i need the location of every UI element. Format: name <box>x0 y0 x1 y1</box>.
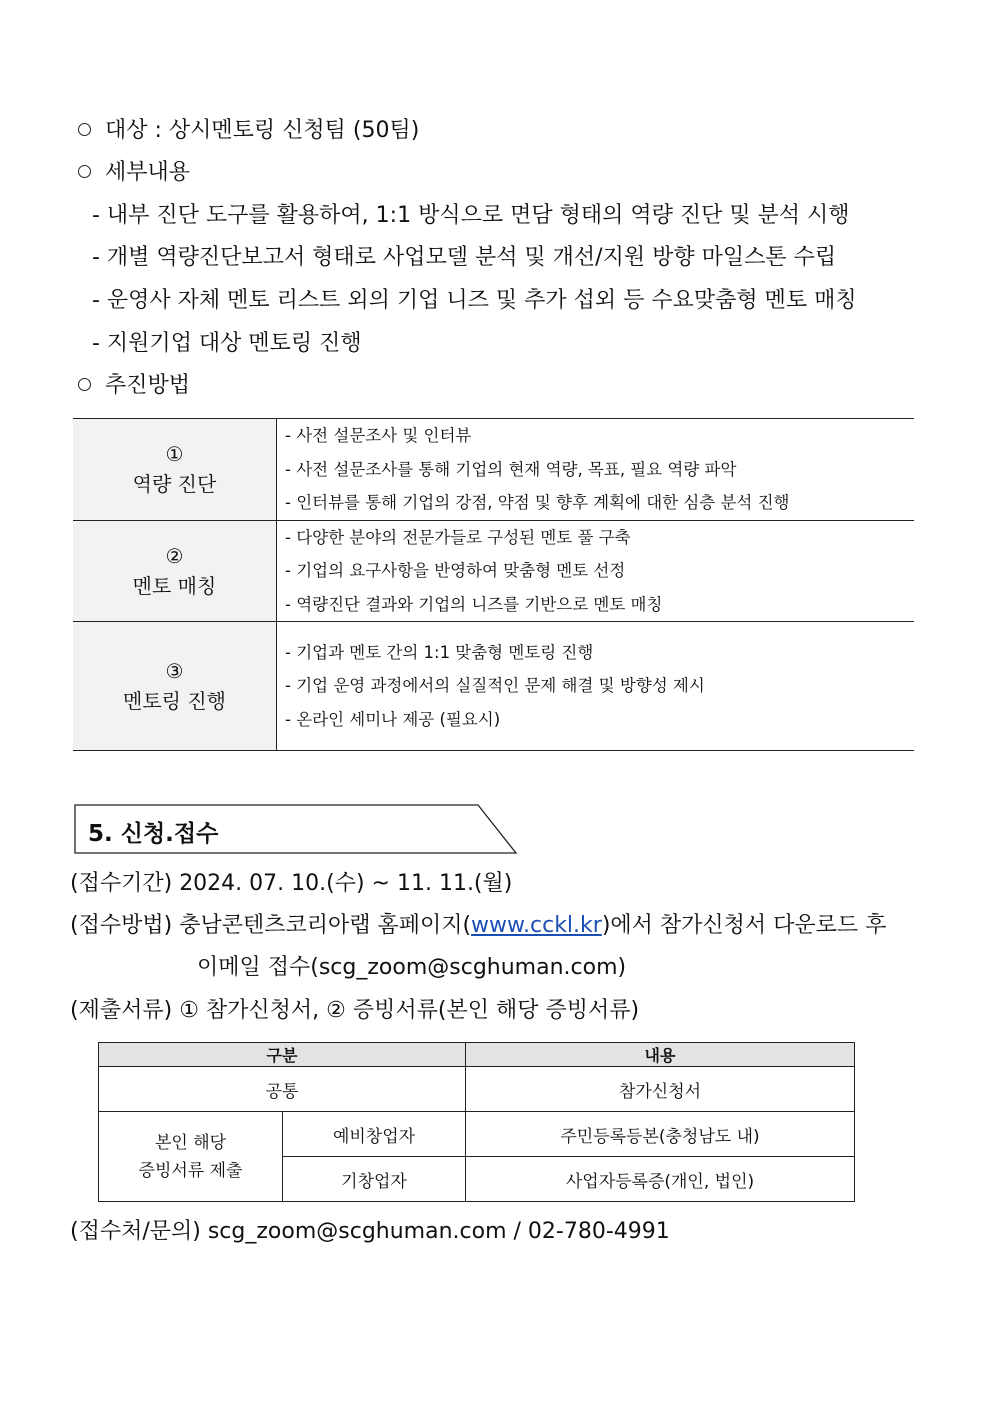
table-row <box>99 1112 855 1157</box>
header-category: 구분 <box>99 1043 466 1067</box>
contact-label: (접수처/문의) <box>70 1219 201 1244</box>
step-item: - 기업의 요구사항을 반영하여 맞춤형 멘토 선정 <box>285 561 626 580</box>
step-title: 역량 진단 <box>132 472 217 497</box>
group-label <box>99 1112 283 1202</box>
period-line <box>70 871 512 897</box>
details-label: 세부내용 <box>105 160 191 185</box>
circle-bullet-icon <box>78 165 91 178</box>
step-number: ③ <box>165 659 184 683</box>
submission-method-label: (접수방법) <box>70 913 173 938</box>
common-category: 공통 <box>99 1067 466 1112</box>
submission-method-prefix: 충남콘텐츠코리아랩 홈페이지( <box>179 913 472 938</box>
required-document: 사업자등록증(개인, 법인) <box>466 1157 855 1202</box>
step-item: - 인터뷰를 통해 기업의 강점, 약점 및 향후 계획에 대한 심층 분석 진행 <box>285 493 790 512</box>
circle-bullet-icon <box>78 378 91 391</box>
method-label: 추진방법 <box>105 373 191 398</box>
method-row <box>73 419 914 521</box>
method-step-label <box>73 520 277 622</box>
step-number: ① <box>165 442 184 467</box>
method-step-label <box>73 622 277 751</box>
step-item: - 사전 설문조사 및 인터뷰 <box>285 426 472 445</box>
period-label: (접수기간) <box>70 871 173 896</box>
method-step-desc <box>277 520 915 622</box>
section-header <box>74 804 516 854</box>
contact-line <box>70 1219 670 1245</box>
step-title: 멘토링 진행 <box>123 689 226 713</box>
docs-line <box>70 998 639 1024</box>
submission-method-suffix: )에서 참가신청서 다운로드 후 <box>601 913 887 938</box>
detail-item: - 개별 역량진단보고서 형태로 사업모델 분석 및 개선/지원 방향 마일스톤 수립 <box>92 245 837 270</box>
homepage-link[interactable]: www.cckl.kr <box>471 913 602 938</box>
details-heading <box>78 160 190 186</box>
method-row <box>73 622 914 751</box>
table-header-row <box>99 1043 855 1067</box>
step-item: - 온라인 세미나 제공 (필요시) <box>285 709 501 729</box>
required-document: 주민등록등본(충청남도 내) <box>466 1112 855 1157</box>
method-step-desc <box>277 419 915 521</box>
docs-label: (제출서류) <box>70 998 173 1023</box>
step-item: - 기업 운영 과정에서의 실질적인 문제 해결 및 방향성 제시 <box>285 676 705 696</box>
step-item: - 사전 설문조사를 통해 기업의 현재 역량, 목표, 필요 역량 파악 <box>285 459 737 479</box>
method-table <box>73 418 914 751</box>
period-value: 2024. 07. 10.(수) ~ 11. 11.(월) <box>179 871 513 896</box>
method-row <box>73 520 914 622</box>
step-number: ② <box>165 543 184 568</box>
detail-item: - 내부 진단 도구를 활용하여, 1:1 방식으로 면담 형태의 역량 진단 및 분석 시행 <box>92 203 850 228</box>
step-item: - 기업과 멘토 간의 1:1 맞춤형 멘토링 진행 <box>285 642 594 662</box>
target-label: 대상 <box>105 118 148 143</box>
step-item: - 다양한 분야의 전문가들로 구성된 멘토 풀 구축 <box>285 527 631 547</box>
group-label-line2: 증빙서류 제출 <box>138 1160 243 1181</box>
applicant-type: 기창업자 <box>283 1157 466 1202</box>
group-label-line1: 본인 해당 <box>154 1132 227 1153</box>
applicant-type: 예비창업자 <box>283 1112 466 1157</box>
step-item: - 역량진단 결과와 기업의 니즈를 기반으로 멘토 매칭 <box>285 594 663 614</box>
detail-item: - 지원기업 대상 멘토링 진행 <box>92 331 362 356</box>
target-line: 대상 : 상시멘토링 신청팀 (50팀) <box>78 118 419 144</box>
submission-method-line2: 이메일 접수(scg_zoom@scghuman.com) <box>197 955 627 980</box>
circle-bullet-icon <box>78 123 91 136</box>
target-value: 상시멘토링 신청팀 (50팀) <box>168 118 420 143</box>
method-step-desc <box>277 622 915 751</box>
method-line <box>70 913 886 939</box>
header-content: 내용 <box>466 1043 855 1067</box>
common-content: 참가신청서 <box>466 1067 855 1112</box>
step-title: 멘토 매칭 <box>132 573 217 598</box>
detail-item: - 운영사 자체 멘토 리스트 외의 기업 니즈 및 추가 섭외 등 수요맞춤형 멘토 매칭 <box>92 288 857 313</box>
method-heading <box>78 373 190 399</box>
documents-table <box>98 1042 855 1202</box>
table-row <box>99 1067 855 1112</box>
docs-value: ① 참가신청서, ② 증빙서류(본인 해당 증빙서류) <box>179 998 640 1023</box>
section-title: 5. 신청.접수 <box>88 821 219 847</box>
method-step-label <box>73 419 277 521</box>
contact-value: scg_zoom@scghuman.com / 02-780-4991 <box>207 1219 670 1244</box>
